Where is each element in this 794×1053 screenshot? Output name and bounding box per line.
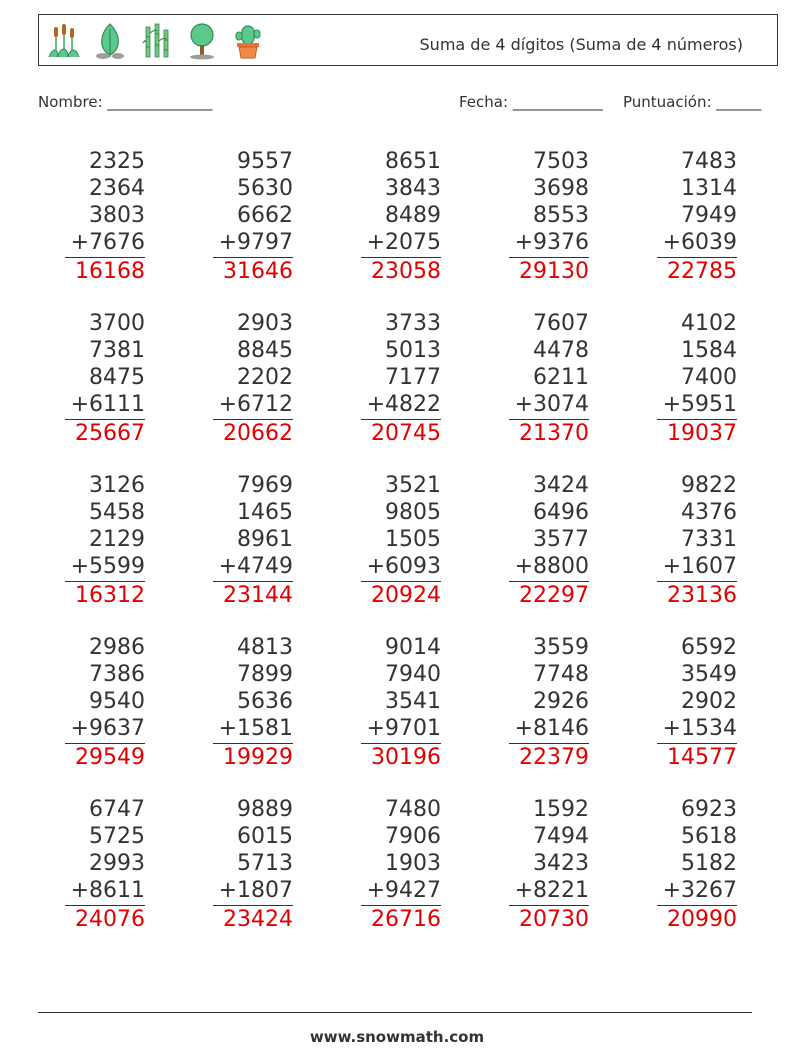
- addition-problem: [657, 796, 737, 933]
- addend: 5636: [237, 689, 293, 714]
- addend: 7494: [533, 824, 589, 849]
- addend: 7400: [681, 365, 737, 390]
- last-addend: +8221: [514, 878, 589, 903]
- last-addend: +5951: [662, 392, 737, 417]
- addend: 3843: [385, 176, 441, 201]
- last-addend: +6111: [70, 392, 145, 417]
- addend: 7503: [533, 149, 589, 174]
- addend: 5458: [89, 500, 145, 525]
- last-addend: +8611: [70, 878, 145, 903]
- addend: 7177: [385, 365, 441, 390]
- addend: 1465: [237, 500, 293, 525]
- tree-icon: [183, 21, 221, 61]
- answer: 25667: [75, 421, 145, 446]
- addition-problem: [657, 472, 737, 609]
- last-addend: +9797: [218, 230, 293, 255]
- addend: 7483: [681, 149, 737, 174]
- answer: 20745: [371, 421, 441, 446]
- answer: 20990: [667, 907, 737, 932]
- addition-problem: [657, 148, 737, 285]
- last-addend: +8800: [514, 554, 589, 579]
- worksheet-title: Suma de 4 dígitos (Suma de 4 números): [419, 35, 743, 54]
- answer: 19037: [667, 421, 737, 446]
- addition-problem: [361, 310, 441, 447]
- addend: 2202: [237, 365, 293, 390]
- addend: 8475: [89, 365, 145, 390]
- addend: 7899: [237, 662, 293, 687]
- addend: 9822: [681, 473, 737, 498]
- addition-problem: [361, 796, 441, 933]
- answer: 29549: [75, 745, 145, 770]
- addend: 3698: [533, 176, 589, 201]
- answer: 22379: [519, 745, 589, 770]
- addend: 6592: [681, 635, 737, 660]
- addend: 7331: [681, 527, 737, 552]
- addition-problem: [509, 148, 589, 285]
- addition-problem: [213, 634, 293, 771]
- addend: 5618: [681, 824, 737, 849]
- answer: 24076: [75, 907, 145, 932]
- addend: 8553: [533, 203, 589, 228]
- addend: 4813: [237, 635, 293, 660]
- answer: 16312: [75, 583, 145, 608]
- answer: 20924: [371, 583, 441, 608]
- answer: 19929: [223, 745, 293, 770]
- addend: 7381: [89, 338, 145, 363]
- addition-problem: [65, 634, 145, 771]
- addend: 3521: [385, 473, 441, 498]
- addition-problem: [509, 796, 589, 933]
- answer: 30196: [371, 745, 441, 770]
- addend: 7607: [533, 311, 589, 336]
- addend: 7748: [533, 662, 589, 687]
- addend: 2325: [89, 149, 145, 174]
- last-addend: +9376: [514, 230, 589, 255]
- addend: 3803: [89, 203, 145, 228]
- answer: 21370: [519, 421, 589, 446]
- answer: 20662: [223, 421, 293, 446]
- reeds-icon: [45, 21, 83, 61]
- addend: 6747: [89, 797, 145, 822]
- addition-problem: [213, 148, 293, 285]
- addend: 5013: [385, 338, 441, 363]
- addend: 2986: [89, 635, 145, 660]
- addend: 7940: [385, 662, 441, 687]
- addend: 1584: [681, 338, 737, 363]
- addend: 9889: [237, 797, 293, 822]
- answer: 23144: [223, 583, 293, 608]
- answer: 22297: [519, 583, 589, 608]
- addition-problem: [361, 634, 441, 771]
- addend: 3733: [385, 311, 441, 336]
- addition-problem: [213, 472, 293, 609]
- answer: 16168: [75, 259, 145, 284]
- last-addend: +6093: [366, 554, 441, 579]
- last-addend: +1807: [218, 878, 293, 903]
- last-addend: +9427: [366, 878, 441, 903]
- addition-problem: [213, 796, 293, 933]
- addend: 7480: [385, 797, 441, 822]
- addend: 3541: [385, 689, 441, 714]
- addition-problem: [509, 472, 589, 609]
- addend: 4478: [533, 338, 589, 363]
- last-addend: +8146: [514, 716, 589, 741]
- last-addend: +1534: [662, 716, 737, 741]
- bamboo-icon: [137, 21, 175, 61]
- answer: 26716: [371, 907, 441, 932]
- addend: 2364: [89, 176, 145, 201]
- addend: 4376: [681, 500, 737, 525]
- addition-problem: [509, 634, 589, 771]
- footer-site: www.snowmath.com: [309, 1028, 485, 1046]
- addend: 2902: [681, 689, 737, 714]
- last-addend: +7676: [70, 230, 145, 255]
- addend: 9540: [89, 689, 145, 714]
- addend: 3424: [533, 473, 589, 498]
- last-addend: +2075: [366, 230, 441, 255]
- last-addend: +1607: [662, 554, 737, 579]
- last-addend: +9701: [366, 716, 441, 741]
- leaf-icon: [91, 21, 129, 61]
- header-box: [38, 14, 778, 66]
- icon-strip: [45, 21, 267, 61]
- score-field-label: Puntuación: ______: [623, 93, 762, 111]
- addend: 6015: [237, 824, 293, 849]
- potted-cactus-icon: [229, 21, 267, 61]
- addend: 5713: [237, 851, 293, 876]
- addend: 5725: [89, 824, 145, 849]
- last-addend: +5599: [70, 554, 145, 579]
- last-addend: +3074: [514, 392, 589, 417]
- addition-problem: [361, 472, 441, 609]
- last-addend: +6039: [662, 230, 737, 255]
- last-addend: +1581: [218, 716, 293, 741]
- addend: 3549: [681, 662, 737, 687]
- addition-problem: [657, 634, 737, 771]
- addend: 6211: [533, 365, 589, 390]
- addition-problem: [65, 796, 145, 933]
- addition-problem: [65, 310, 145, 447]
- answer: 20730: [519, 907, 589, 932]
- addend: 7969: [237, 473, 293, 498]
- addend: 3577: [533, 527, 589, 552]
- addend: 9805: [385, 500, 441, 525]
- addition-problem: [213, 310, 293, 447]
- addend: 1505: [385, 527, 441, 552]
- addition-problem: [509, 310, 589, 447]
- answer: 14577: [667, 745, 737, 770]
- answer: 31646: [223, 259, 293, 284]
- addend: 3559: [533, 635, 589, 660]
- addend: 2903: [237, 311, 293, 336]
- addend: 7949: [681, 203, 737, 228]
- last-addend: +6712: [218, 392, 293, 417]
- name-field-label: Nombre: ______________: [38, 93, 213, 111]
- addend: 2129: [89, 527, 145, 552]
- date-field-label: Fecha: ____________: [459, 93, 603, 111]
- answer: 22785: [667, 259, 737, 284]
- answer: 23058: [371, 259, 441, 284]
- addend: 9557: [237, 149, 293, 174]
- addend: 7386: [89, 662, 145, 687]
- last-addend: +4749: [218, 554, 293, 579]
- addend: 3423: [533, 851, 589, 876]
- addend: 8489: [385, 203, 441, 228]
- last-addend: +4822: [366, 392, 441, 417]
- addition-problem: [657, 310, 737, 447]
- answer: 23424: [223, 907, 293, 932]
- last-addend: +9637: [70, 716, 145, 741]
- addend: 1314: [681, 176, 737, 201]
- addend: 6662: [237, 203, 293, 228]
- addend: 5182: [681, 851, 737, 876]
- addend: 4102: [681, 311, 737, 336]
- addend: 8845: [237, 338, 293, 363]
- addend: 5630: [237, 176, 293, 201]
- addend: 8651: [385, 149, 441, 174]
- addition-problem: [361, 148, 441, 285]
- footer-divider: [38, 1012, 752, 1013]
- addend: 1903: [385, 851, 441, 876]
- addition-problem: [65, 148, 145, 285]
- addend: 3126: [89, 473, 145, 498]
- addend: 1592: [533, 797, 589, 822]
- addend: 3700: [89, 311, 145, 336]
- addend: 2926: [533, 689, 589, 714]
- last-addend: +3267: [662, 878, 737, 903]
- addend: 9014: [385, 635, 441, 660]
- addend: 7906: [385, 824, 441, 849]
- addend: 6496: [533, 500, 589, 525]
- addend: 8961: [237, 527, 293, 552]
- answer: 29130: [519, 259, 589, 284]
- answer: 23136: [667, 583, 737, 608]
- addend: 6923: [681, 797, 737, 822]
- addition-problem: [65, 472, 145, 609]
- addend: 2993: [89, 851, 145, 876]
